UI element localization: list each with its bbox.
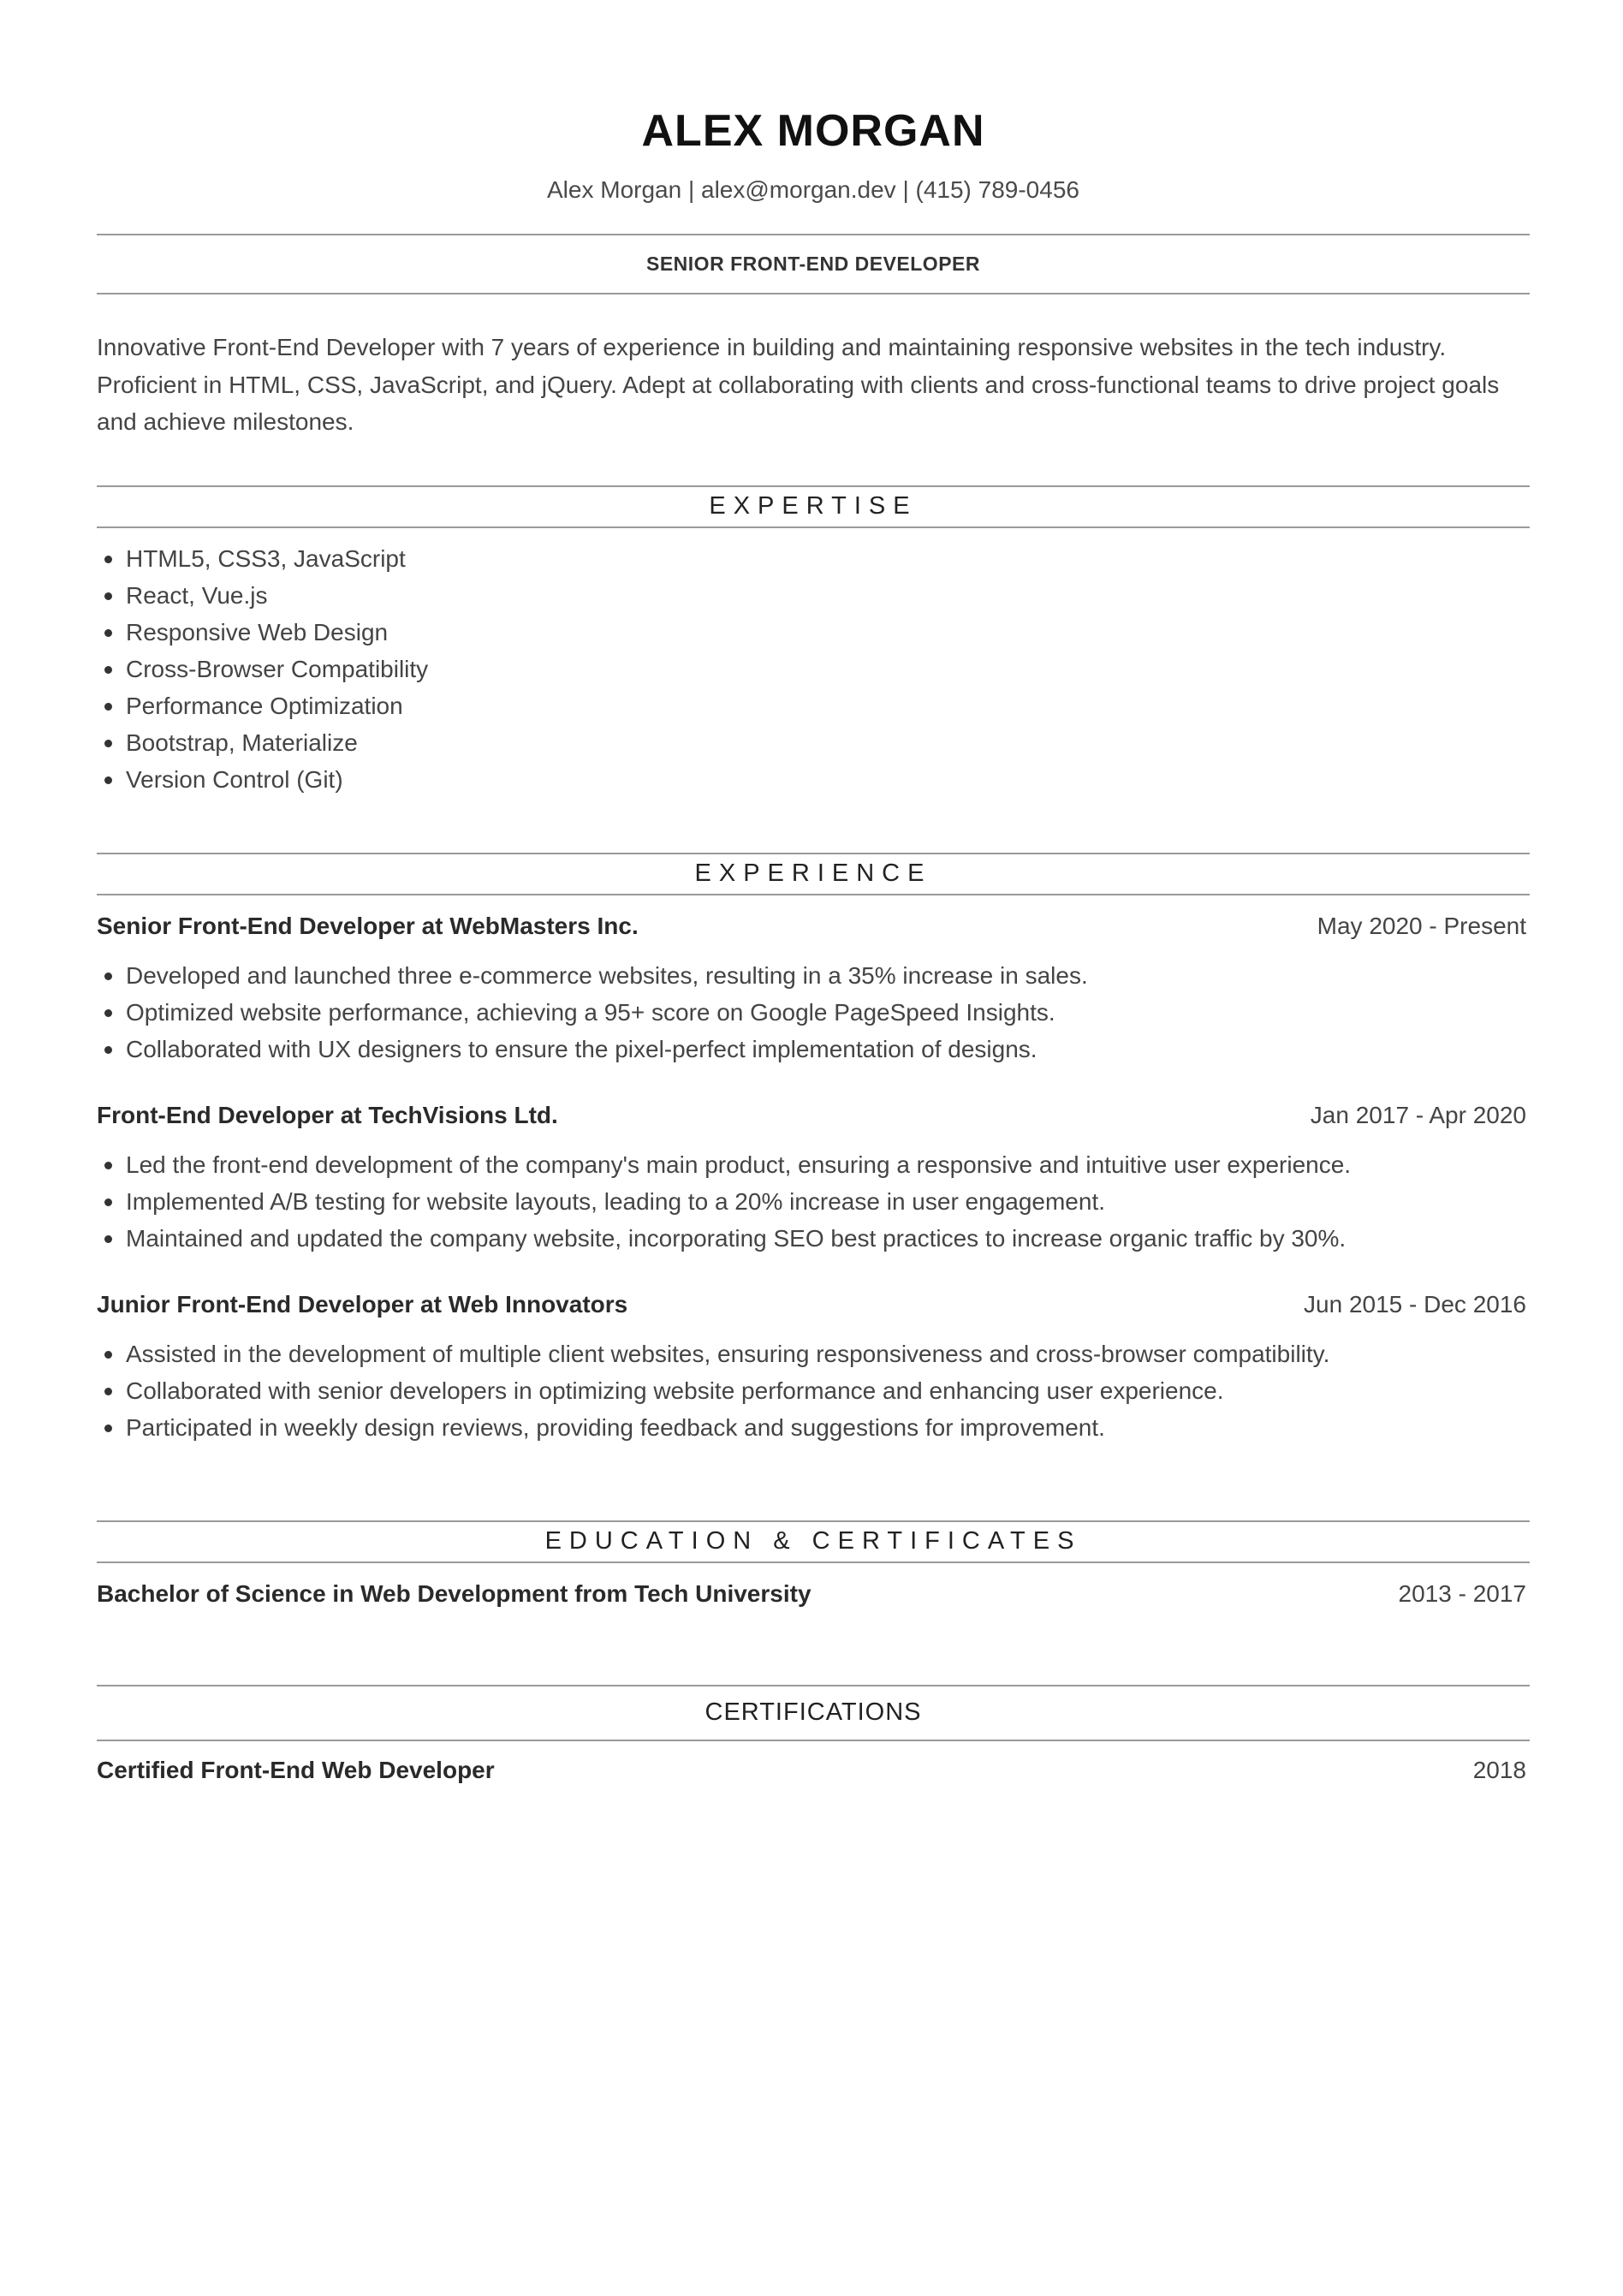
job-title: Front-End Developer at TechVisions Ltd.	[97, 1101, 558, 1128]
list-item: Bootstrap, Materialize	[97, 724, 1530, 761]
certifications-heading	[97, 1685, 1530, 1741]
certifications-heading-label: CERTIFICATIONS	[704, 1698, 922, 1726]
list-item: Responsive Web Design	[97, 614, 1530, 651]
education-heading-label: EDUCATION & CERTIFICATES	[544, 1527, 1082, 1555]
role-title: SENIOR FRONT-END DEVELOPER	[646, 253, 980, 275]
expertise-heading	[97, 485, 1530, 528]
job-entry	[97, 909, 1530, 1068]
list-item: Optimized website performance, achieving a 95+ score on Google PageSpeed Insights.	[97, 994, 1530, 1031]
job-dates: May 2020 - Present	[1317, 912, 1526, 939]
list-item: HTML5, CSS3, JavaScript	[97, 540, 1530, 577]
job-entry	[97, 1098, 1530, 1257]
list-item: Performance Optimization	[97, 687, 1530, 724]
list-item: Assisted in the development of multiple client websites, ensuring responsiveness and cross-browser compatibility.	[97, 1335, 1530, 1372]
job-header	[97, 1288, 1530, 1322]
job-entry	[97, 1288, 1530, 1446]
contact-line: Alex Morgan | alex@morgan.dev | (415) 789-0456	[547, 176, 1079, 203]
list-item: Led the front-end development of the company's main product, ensuring a responsive and intuitive user experience.	[97, 1146, 1530, 1183]
education-heading	[97, 1520, 1530, 1563]
role-banner	[97, 234, 1530, 294]
job-title: Senior Front-End Developer at WebMasters Inc.	[97, 912, 639, 939]
list-item: Cross-Browser Compatibility	[97, 651, 1530, 687]
expertise-list	[97, 540, 1530, 798]
certification-name: Certified Front-End Web Developer	[97, 1756, 495, 1783]
certification-year: 2018	[1472, 1756, 1526, 1783]
degree-dates: 2013 - 2017	[1398, 1579, 1526, 1607]
degree-title: Bachelor of Science in Web Development from Tech University	[97, 1579, 812, 1607]
list-item: Participated in weekly design reviews, providing feedback and suggestions for improvement.	[97, 1409, 1530, 1446]
list-item: Version Control (Git)	[97, 761, 1530, 798]
experience-heading	[97, 853, 1530, 895]
list-item: React, Vue.js	[97, 577, 1530, 614]
education-entry	[97, 1577, 1530, 1611]
list-item: Implemented A/B testing for website layouts, leading to a 20% increase in user engagement.	[97, 1183, 1530, 1220]
job-bullets	[97, 1146, 1530, 1257]
experience-heading-label: EXPERIENCE	[694, 860, 932, 887]
list-item: Developed and launched three e-commerce websites, resulting in a 35% increase in sales.	[97, 957, 1530, 994]
candidate-name: ALEX MORGAN	[641, 106, 985, 156]
professional-summary: Innovative Front-End Developer with 7 years of experience in building and maintaining responsive websites in the tech industry. Proficient in HTML, CSS, JavaScript, and jQuery. Adept at collaborating with clients and cross-functional teams to drive project goals and achieve milestones.	[97, 334, 1500, 435]
job-dates: Jun 2015 - Dec 2016	[1304, 1290, 1526, 1318]
job-dates: Jan 2017 - Apr 2020	[1310, 1101, 1526, 1128]
job-title: Junior Front-End Developer at Web Innovators	[97, 1290, 628, 1318]
job-header	[97, 1098, 1530, 1133]
job-bullets	[97, 1335, 1530, 1446]
job-header	[97, 909, 1530, 943]
list-item: Collaborated with senior developers in optimizing website performance and enhancing user experience.	[97, 1372, 1530, 1409]
certification-entry	[97, 1753, 1530, 1787]
list-item: Collaborated with UX designers to ensure the pixel-perfect implementation of designs.	[97, 1031, 1530, 1068]
job-bullets	[97, 957, 1530, 1068]
expertise-heading-label: EXPERTISE	[709, 492, 918, 520]
list-item: Maintained and updated the company website, incorporating SEO best practices to increase organic traffic by 30%.	[97, 1220, 1530, 1257]
